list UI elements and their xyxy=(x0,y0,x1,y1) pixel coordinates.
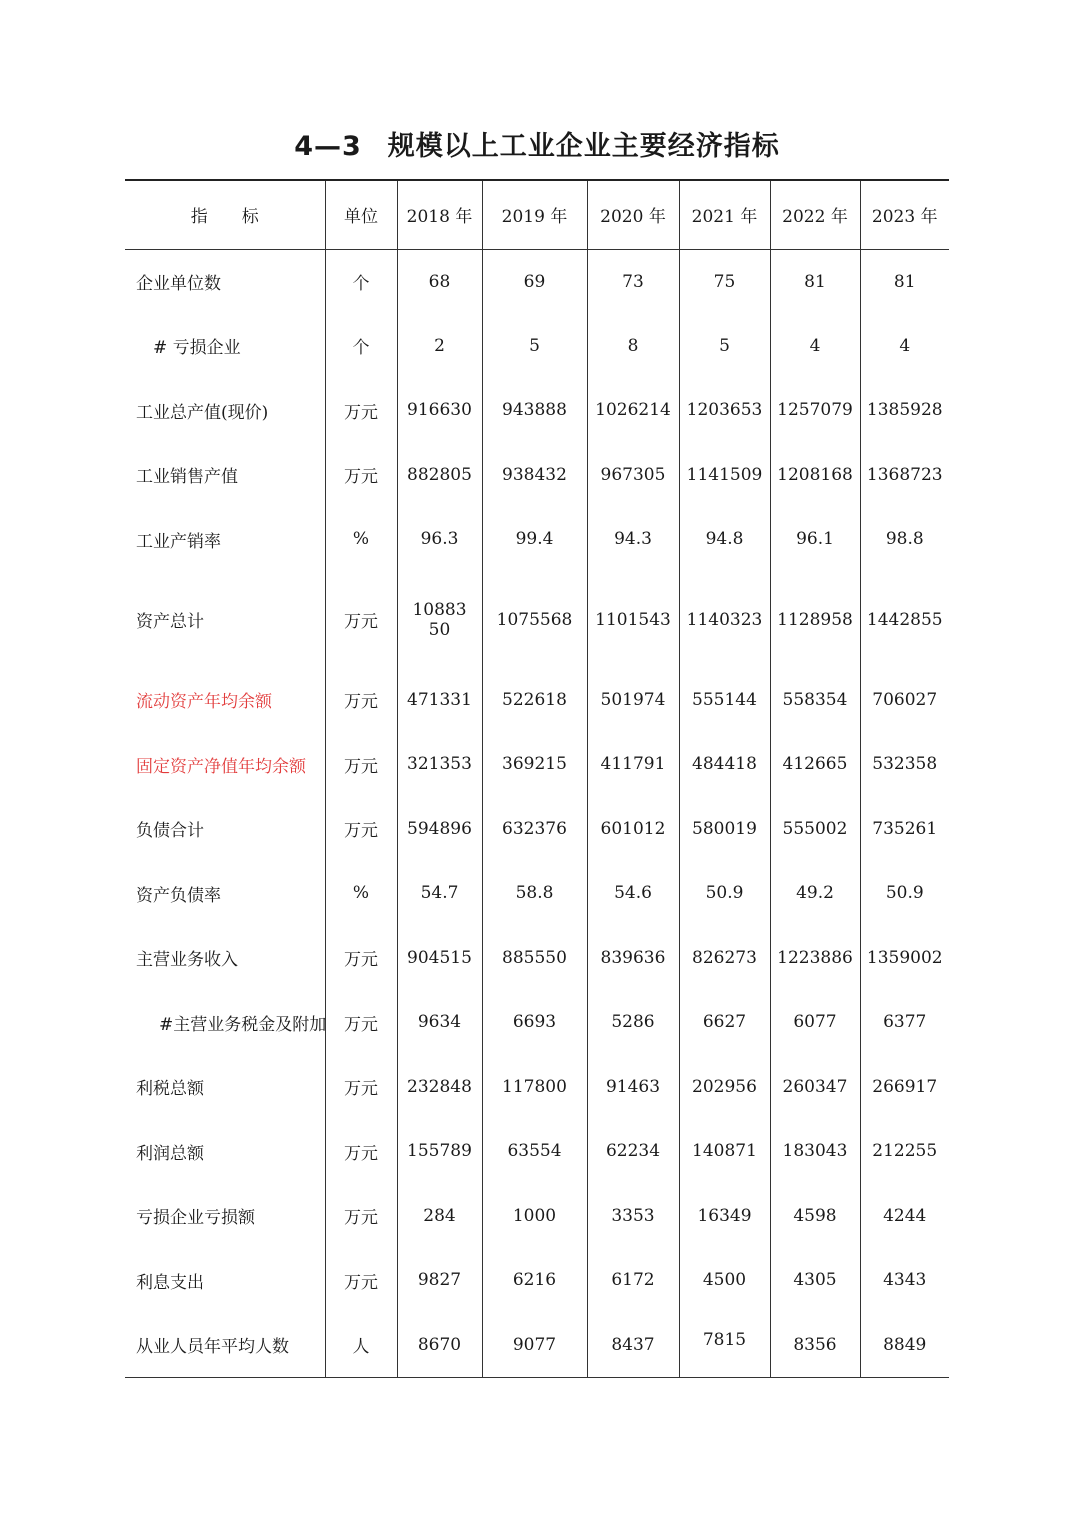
value-text: 558354 xyxy=(782,689,848,710)
indicator-unit: 万元 xyxy=(325,1184,397,1249)
indicator-unit: 个 xyxy=(325,314,397,379)
value-text: 943888 xyxy=(502,400,567,421)
indicator-unit: % xyxy=(325,507,397,572)
value-cell xyxy=(679,668,770,733)
value-cell xyxy=(587,1184,679,1249)
value-cell xyxy=(587,572,679,668)
value-text: 9077 xyxy=(512,1334,557,1355)
value-cell xyxy=(482,507,587,572)
value-cell xyxy=(587,1248,679,1313)
indicator-unit: 万元 xyxy=(325,1248,397,1313)
value-cell xyxy=(482,990,587,1055)
value-cell xyxy=(587,732,679,797)
header-unit: 单位 xyxy=(325,180,397,249)
value-cell xyxy=(587,314,679,379)
value-text: 73 xyxy=(622,271,644,292)
value-text: 735261 xyxy=(872,818,938,839)
value-cell xyxy=(770,1313,860,1378)
indicator-name: # 亏损企业 xyxy=(153,338,241,359)
value-text: 555144 xyxy=(692,689,757,710)
header-year-2019: 2019 年 xyxy=(482,180,587,249)
value-text: 212255 xyxy=(872,1141,938,1162)
indicator-name: 利润总额 xyxy=(136,1143,204,1164)
value-text: 6172 xyxy=(611,1270,655,1291)
table-row xyxy=(125,668,949,733)
value-cell xyxy=(679,1184,770,1249)
value-cell xyxy=(587,1119,679,1184)
value-text: 522618 xyxy=(502,689,567,710)
indicator-name: 固定资产净值年均余额 xyxy=(136,756,306,777)
value-text: 1026214 xyxy=(595,400,671,421)
value-cell xyxy=(860,668,949,733)
indicator-name: 利息支出 xyxy=(136,1272,204,1293)
indicator-name: 工业总产值(现价) xyxy=(136,402,269,423)
value-text: 938432 xyxy=(502,464,567,485)
value-text: 1368723 xyxy=(866,464,943,485)
indicator-name: 从业人员年平均人数 xyxy=(136,1337,289,1357)
indicator-unit: 万元 xyxy=(325,443,397,508)
value-text: 81 xyxy=(804,271,826,292)
value-cell xyxy=(679,990,770,1055)
value-text: 471331 xyxy=(407,689,472,710)
value-text: 4598 xyxy=(793,1205,837,1226)
value-cell xyxy=(587,990,679,1055)
value-cell xyxy=(397,668,482,733)
value-cell xyxy=(397,861,482,926)
value-text: 6216 xyxy=(512,1270,557,1291)
value-cell xyxy=(770,314,860,379)
value-cell xyxy=(397,990,482,1055)
value-cell xyxy=(587,861,679,926)
header-year-2021: 2021 年 xyxy=(679,180,770,249)
value-cell xyxy=(587,378,679,443)
indicator-name: #主营业务税金及附加 xyxy=(159,1014,327,1035)
value-text: 706027 xyxy=(872,689,938,710)
indicator-name: 资产负债率 xyxy=(136,885,221,906)
value-text: 1359002 xyxy=(866,947,943,968)
value-text: 4500 xyxy=(702,1270,747,1291)
indicator-unit: 万元 xyxy=(325,1119,397,1184)
value-cell xyxy=(587,1313,679,1378)
value-cell xyxy=(679,572,770,668)
value-cell xyxy=(482,314,587,379)
value-cell xyxy=(770,668,860,733)
value-text: 68 xyxy=(428,271,451,292)
table-row xyxy=(125,572,949,668)
value-text: 140871 xyxy=(692,1141,757,1162)
value-text: 1128958 xyxy=(777,609,853,630)
table-row xyxy=(125,732,949,797)
value-text: 75 xyxy=(713,271,736,292)
table-row xyxy=(125,314,949,379)
value-text: 1203653 xyxy=(686,400,763,421)
value-text: 5 xyxy=(719,335,730,356)
value-cell xyxy=(397,443,482,508)
value-text: 9634 xyxy=(417,1012,462,1033)
indicator-unit: 万元 xyxy=(325,378,397,443)
page-title xyxy=(0,126,1074,168)
value-text: 885550 xyxy=(502,947,567,968)
value-text: 1141509 xyxy=(686,464,763,485)
value-text: 967305 xyxy=(600,464,666,485)
table-row xyxy=(125,249,949,314)
value-text: 1088350 xyxy=(412,599,467,640)
value-text: 484418 xyxy=(692,754,757,775)
value-text: 839636 xyxy=(600,947,666,968)
value-cell xyxy=(770,926,860,991)
indicator-unit: 万元 xyxy=(325,926,397,991)
table-row xyxy=(125,507,949,572)
header-year-2023: 2023 年 xyxy=(860,180,949,249)
value-cell xyxy=(679,1055,770,1120)
indicator-unit: 万元 xyxy=(325,1055,397,1120)
value-cell xyxy=(482,1184,587,1249)
value-text: 155789 xyxy=(407,1141,472,1162)
value-cell xyxy=(482,1119,587,1184)
value-cell xyxy=(482,732,587,797)
value-text: 81 xyxy=(893,271,916,292)
value-text: 1223886 xyxy=(777,947,853,968)
value-cell xyxy=(860,314,949,379)
value-text: 94.3 xyxy=(614,529,652,550)
value-cell xyxy=(397,1248,482,1313)
value-text: 98.8 xyxy=(885,529,924,550)
value-text: 1140323 xyxy=(686,609,763,630)
indicator-name: 资产总计 xyxy=(136,612,204,632)
value-text: 117800 xyxy=(502,1076,567,1097)
value-cell xyxy=(770,572,860,668)
value-text: 183043 xyxy=(782,1141,848,1162)
value-text: 63554 xyxy=(507,1141,562,1162)
value-cell xyxy=(482,249,587,314)
table-row xyxy=(125,797,949,862)
value-text: 99.4 xyxy=(515,529,554,550)
value-cell xyxy=(770,1184,860,1249)
table-body xyxy=(125,249,949,1377)
value-cell xyxy=(770,1055,860,1120)
value-cell xyxy=(679,1119,770,1184)
table-row xyxy=(125,1313,949,1378)
value-text: 501974 xyxy=(600,689,666,710)
value-text: 1000 xyxy=(512,1205,557,1226)
table-number: 4—3 xyxy=(294,131,362,162)
value-cell xyxy=(679,443,770,508)
value-text: 94.8 xyxy=(705,529,744,550)
value-text: 594896 xyxy=(407,818,472,839)
value-text: 5286 xyxy=(611,1012,655,1033)
value-cell xyxy=(587,926,679,991)
header-row xyxy=(125,180,949,249)
indicator-unit: 万元 xyxy=(325,668,397,733)
value-cell xyxy=(860,861,949,926)
value-cell xyxy=(770,378,860,443)
value-text: 580019 xyxy=(692,818,757,839)
value-text: 50.9 xyxy=(705,883,744,904)
value-cell xyxy=(482,378,587,443)
value-text: 16349 xyxy=(697,1205,752,1226)
value-cell xyxy=(860,926,949,991)
value-cell xyxy=(860,443,949,508)
value-cell xyxy=(770,990,860,1055)
header-year-2020: 2020 年 xyxy=(587,180,679,249)
value-text: 4244 xyxy=(883,1205,927,1226)
value-text: 632376 xyxy=(502,818,567,839)
value-cell xyxy=(482,572,587,668)
value-cell xyxy=(397,249,482,314)
value-cell xyxy=(770,507,860,572)
table-row xyxy=(125,378,949,443)
value-cell xyxy=(679,797,770,862)
indicator-unit: 万元 xyxy=(325,732,397,797)
value-text: 6627 xyxy=(702,1012,747,1033)
value-text: 5 xyxy=(529,335,540,356)
table-row xyxy=(125,1248,949,1313)
indicator-unit: 万元 xyxy=(325,572,397,668)
value-cell xyxy=(860,507,949,572)
value-cell xyxy=(770,1248,860,1313)
value-text: 369215 xyxy=(502,754,567,775)
value-text: 266917 xyxy=(872,1076,938,1097)
table-row xyxy=(125,861,949,926)
value-cell xyxy=(482,443,587,508)
value-cell xyxy=(482,668,587,733)
value-text: 9827 xyxy=(417,1270,462,1291)
value-text: 284 xyxy=(423,1205,456,1226)
value-cell xyxy=(397,507,482,572)
value-text: 412665 xyxy=(782,754,848,775)
value-text: 1075568 xyxy=(496,609,573,630)
value-text: 49.2 xyxy=(796,883,834,904)
indicator-unit: 个 xyxy=(325,249,397,314)
value-cell xyxy=(482,1055,587,1120)
value-cell xyxy=(587,797,679,862)
indicator-unit: 人 xyxy=(325,1313,397,1378)
value-text: 1257079 xyxy=(777,400,853,421)
value-text: 8 xyxy=(627,335,639,356)
value-cell xyxy=(397,378,482,443)
value-text: 54.7 xyxy=(420,883,459,904)
indicator-unit: 万元 xyxy=(325,990,397,1055)
value-cell xyxy=(770,443,860,508)
economic-indicators-table xyxy=(125,179,949,1378)
value-cell xyxy=(860,1184,949,1249)
value-text: 8849 xyxy=(883,1334,927,1355)
value-cell xyxy=(860,1119,949,1184)
value-text: 8437 xyxy=(611,1334,655,1355)
indicator-unit: 万元 xyxy=(325,797,397,862)
value-cell xyxy=(482,797,587,862)
table-row xyxy=(125,990,949,1055)
value-text: 1442855 xyxy=(866,609,943,630)
value-cell xyxy=(679,314,770,379)
value-cell xyxy=(860,572,949,668)
header-indicator: 指 标 xyxy=(190,207,259,228)
value-cell xyxy=(482,1313,587,1378)
indicator-name: 负债合计 xyxy=(136,821,204,842)
table-row xyxy=(125,926,949,991)
value-cell xyxy=(770,1119,860,1184)
value-cell xyxy=(679,507,770,572)
value-text: 69 xyxy=(523,271,546,292)
table-row xyxy=(125,1119,949,1184)
value-text: 882805 xyxy=(407,464,472,485)
value-cell xyxy=(770,732,860,797)
value-text: 6693 xyxy=(512,1012,557,1033)
indicator-name: 企业单位数 xyxy=(136,274,221,294)
value-text: 532358 xyxy=(872,754,938,775)
value-cell xyxy=(397,1313,482,1378)
value-cell xyxy=(860,378,949,443)
value-cell xyxy=(860,990,949,1055)
value-text: 904515 xyxy=(407,947,472,968)
value-text: 321353 xyxy=(407,754,472,775)
value-cell xyxy=(397,1184,482,1249)
value-cell xyxy=(860,732,949,797)
value-cell xyxy=(587,1055,679,1120)
value-text: 232848 xyxy=(407,1076,472,1097)
value-cell xyxy=(587,507,679,572)
value-cell xyxy=(397,572,482,668)
indicator-name: 工业产销率 xyxy=(136,531,221,552)
value-text: 96.1 xyxy=(796,529,834,550)
value-cell xyxy=(860,1248,949,1313)
value-cell xyxy=(587,443,679,508)
indicator-name: 亏损企业亏损额 xyxy=(136,1208,255,1229)
value-cell xyxy=(679,1313,770,1378)
value-text: 1101543 xyxy=(595,609,671,630)
value-cell xyxy=(397,314,482,379)
value-text: 601012 xyxy=(600,818,666,839)
value-cell xyxy=(679,378,770,443)
value-text: 260347 xyxy=(782,1076,848,1097)
value-cell xyxy=(770,249,860,314)
value-text: 96.3 xyxy=(420,529,459,550)
value-text: 4 xyxy=(809,335,821,356)
value-cell xyxy=(679,732,770,797)
value-text: 1208168 xyxy=(777,464,853,485)
value-text: 555002 xyxy=(782,818,848,839)
table-row xyxy=(125,1184,949,1249)
value-cell xyxy=(679,861,770,926)
value-cell xyxy=(397,1119,482,1184)
value-text: 6377 xyxy=(883,1012,927,1033)
value-text: 916630 xyxy=(407,400,472,421)
value-text: 7815 xyxy=(702,1329,747,1350)
value-text: 4343 xyxy=(883,1270,927,1291)
value-cell xyxy=(587,249,679,314)
value-text: 202956 xyxy=(692,1076,757,1097)
value-cell xyxy=(482,861,587,926)
value-cell xyxy=(397,797,482,862)
value-cell xyxy=(587,668,679,733)
indicator-name: 工业销售产值 xyxy=(136,467,238,488)
value-text: 411791 xyxy=(600,754,666,775)
value-text: 8670 xyxy=(417,1334,462,1355)
header-year-2022: 2022 年 xyxy=(770,180,860,249)
value-cell xyxy=(860,1055,949,1120)
indicator-name: 流动资产年均余额 xyxy=(136,692,272,713)
value-cell xyxy=(860,1313,949,1378)
value-text: 62234 xyxy=(605,1141,661,1162)
indicator-name: 主营业务收入 xyxy=(136,950,238,971)
value-cell xyxy=(397,732,482,797)
value-cell xyxy=(679,1248,770,1313)
value-text: 4305 xyxy=(793,1270,837,1291)
value-cell xyxy=(679,926,770,991)
value-cell xyxy=(482,926,587,991)
table-title: 规模以上工业企业主要经济指标 xyxy=(387,131,780,162)
value-text: 8356 xyxy=(793,1334,837,1355)
value-text: 54.6 xyxy=(614,883,652,904)
value-cell xyxy=(860,249,949,314)
value-cell xyxy=(679,249,770,314)
value-cell xyxy=(770,797,860,862)
indicator-unit: % xyxy=(325,861,397,926)
value-text: 826273 xyxy=(692,947,757,968)
table-row xyxy=(125,1055,949,1120)
indicator-name: 利税总额 xyxy=(136,1079,204,1100)
value-cell xyxy=(482,1248,587,1313)
value-cell xyxy=(397,926,482,991)
value-text: 3353 xyxy=(611,1205,655,1226)
table-row xyxy=(125,443,949,508)
value-text: 2 xyxy=(434,335,445,356)
value-text: 1385928 xyxy=(866,400,943,421)
value-cell xyxy=(860,797,949,862)
value-cell xyxy=(770,861,860,926)
value-text: 50.9 xyxy=(885,883,924,904)
value-cell xyxy=(397,1055,482,1120)
value-text: 6077 xyxy=(793,1012,837,1033)
value-text: 58.8 xyxy=(515,883,554,904)
header-year-2018: 2018 年 xyxy=(397,180,482,249)
value-text: 91463 xyxy=(605,1076,661,1097)
value-text: 4 xyxy=(899,335,911,356)
